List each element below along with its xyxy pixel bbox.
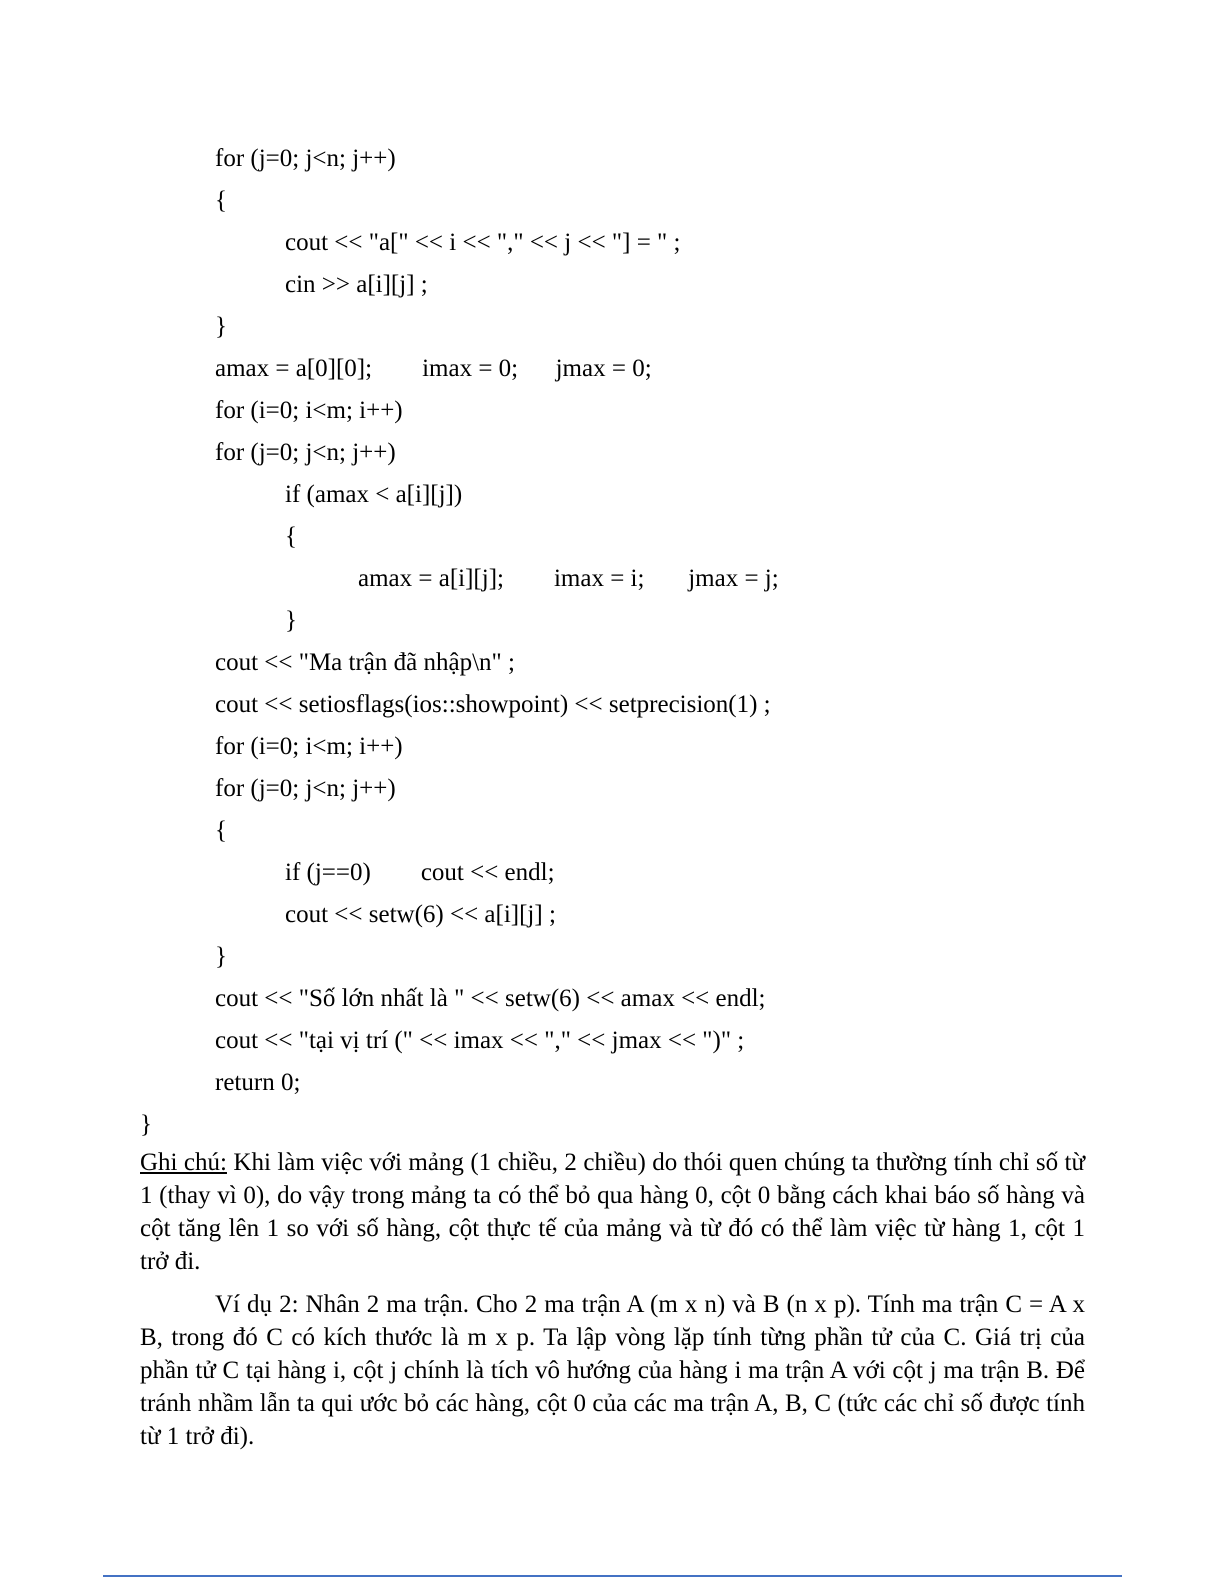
code-line: if (j==0) cout << endl; — [285, 859, 555, 886]
code-line: for (i=0; i<m; i++) — [215, 397, 403, 424]
code-line: cout << setiosflags(ios::showpoint) << setprecision(1) ; — [215, 691, 771, 718]
note-text: Khi làm việc với mảng (1 chiều, 2 chiều) do thói quen chúng ta thường tính chỉ số từ 1 (thay vì 0), do vậy trong mảng ta có thể bỏ qua hàng 0, cột 0 bằng cách khai báo số hàng và cột tăng lên 1 so với số hàng, cột thực tế của mảng và từ đó có thể làm việc từ hàng 1, cột 1 trở đi. — [140, 1149, 1085, 1275]
code-line: cout << "Ma trận đã nhập\n" ; — [215, 649, 515, 676]
code-line: } — [285, 607, 297, 634]
note-label: Ghi chú: — [140, 1149, 227, 1176]
code-line: return 0; — [215, 1069, 301, 1096]
code-line: cout << "Số lớn nhất là " << setw(6) << amax << endl; — [215, 985, 766, 1012]
code-line: { — [285, 523, 297, 550]
code-line: amax = a[0][0]; imax = 0; jmax = 0; — [215, 355, 652, 382]
code-line: } — [215, 943, 227, 970]
code-line: for (i=0; i<m; i++) — [215, 733, 403, 760]
code-line: cout << setw(6) << a[i][j] ; — [285, 901, 556, 928]
code-line: amax = a[i][j]; imax = i; jmax = j; — [358, 565, 779, 592]
code-line: if (amax < a[i][j]) — [285, 481, 463, 508]
footer-rule — [103, 1575, 1122, 1577]
code-line: cout << "tại vị trí (" << imax << "," << jmax << ")" ; — [215, 1027, 745, 1054]
code-line: cin >> a[i][j] ; — [285, 271, 428, 298]
code-line: } — [140, 1111, 152, 1138]
code-line: { — [215, 817, 227, 844]
code-line: for (j=0; j<n; j++) — [215, 775, 396, 802]
example-paragraph — [140, 1288, 1085, 1453]
code-line: } — [215, 313, 227, 340]
code-line: for (j=0; j<n; j++) — [215, 439, 396, 466]
note-paragraph — [140, 1146, 1085, 1278]
code-line: for (j=0; j<n; j++) — [215, 145, 396, 172]
example-text: Ví dụ 2: Nhân 2 ma trận. Cho 2 ma trận A (m x n) và B (n x p). Tính ma trận C = A x B, trong đó C có kích thước là m x p. Ta lập vòng lặp tính từng phần tử của C. Giá trị của phần tử C tại hàng i, cột j chính là tích vô hướng của hàng i ma trận A với cột j ma trận B. Để tránh nhầm lẫn ta qui ước bỏ các hàng, cột 0 của các ma trận A, B, C (tức các chỉ số được tính từ 1 trở đi). — [140, 1291, 1085, 1450]
code-line: { — [215, 187, 227, 214]
code-line: cout << "a[" << i << "," << j << "] = " ; — [285, 229, 681, 256]
code-block — [140, 138, 1085, 1146]
